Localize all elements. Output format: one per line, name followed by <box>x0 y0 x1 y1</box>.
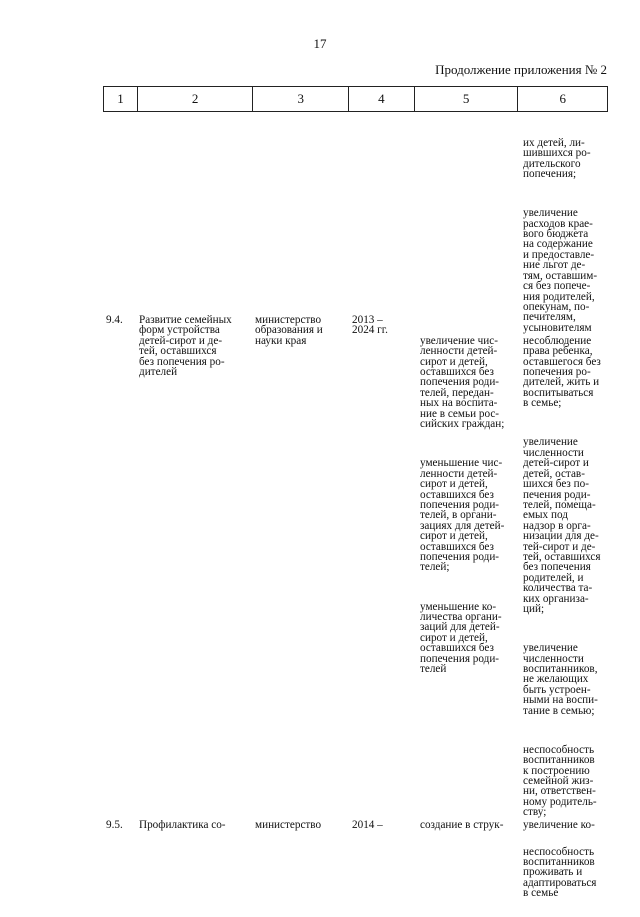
row-9-4-col6-para: увеличение численности воспитанников, не желающих быть устроен- ными на воспи- тание в семью; <box>523 642 598 717</box>
row-9-4-executor: министерство образования и науки края <box>255 314 323 347</box>
row-9-4-number: 9.4. <box>106 314 123 326</box>
header-col-1: 1 <box>104 87 138 111</box>
row-9-5-col6: увеличение ко- <box>523 819 595 831</box>
row-9-5-number: 9.5. <box>106 819 123 831</box>
row-9-5-period: 2014 – <box>352 819 383 831</box>
row-9-4-col6-para: неспособность воспитанников проживать и адаптироваться в семье <box>523 845 597 900</box>
row-9-4-col5 <box>420 315 504 693</box>
page-number: 17 <box>313 36 327 51</box>
row-9-4-period: 2013 – 2024 гг. <box>352 314 388 337</box>
row-9-5-name: Профилактика со- <box>139 819 226 831</box>
continuation-col6-para: увеличение расходов крае- вого бюджета на содержание и предоставле- ние льгот де- тям, оставшим- ся без попече- ния родителей, опекунам, по- печителям, усыновителям <box>523 207 598 334</box>
appendix-label: Продолжение приложения № 2 <box>435 62 607 77</box>
row-9-4-col5-para: уменьшение ко- личества органи- заций для детей- сирот и детей, оставшихся без попечения роди- телей <box>420 600 502 675</box>
header-col-4: 4 <box>349 87 415 111</box>
table-header <box>103 86 608 112</box>
row-9-4-col5-para: уменьшение чис- ленности детей- сирот и детей, оставшихся без попечения роди- телей, в органи- зациях для детей- сирот и детей, оставшихся без попечения роди- телей; <box>420 457 505 574</box>
continuation-col6-para: их детей, ли- шившихся ро- дительского попечения; <box>523 136 591 181</box>
header-col-2: 2 <box>138 87 254 111</box>
header-col-6: 6 <box>559 91 566 106</box>
row-9-4-col6-para: увеличение численности детей-сирот и детей, остав- шихся без по- печения роди- телей, помеща- емых под надзор в орга- низации для де- тей-сирот и де- тей, оставшихся без попечения родителей, и количества та- ких организа- ций; <box>523 436 601 615</box>
row-9-4-col6-para: несоблюдение права ребенка, оставшегося без попечения ро- дителей, жить и воспитываться в семье; <box>523 334 601 410</box>
row-9-5-col5: создание в струк- <box>420 819 504 831</box>
header-col-3: 3 <box>253 87 349 111</box>
row-9-4-name: Развитие семейных форм устройства детей-сирот и де- тей, оставшихся без попечения ро- дителей <box>139 314 232 379</box>
header-col-5: 5 <box>415 87 519 111</box>
row-9-4-col5-para: увеличение чис- ленности детей- сирот и детей, оставшихся без попечения роди- телей, передан- ных на воспита- ние в семьи рос- сийских граждан; <box>420 334 505 431</box>
row-9-5-executor: министерство <box>255 819 322 831</box>
row-9-4-col6-para: неспособность воспитанников к построению семейной жиз- ни, ответствен- ному родитель- ству; <box>523 743 597 819</box>
